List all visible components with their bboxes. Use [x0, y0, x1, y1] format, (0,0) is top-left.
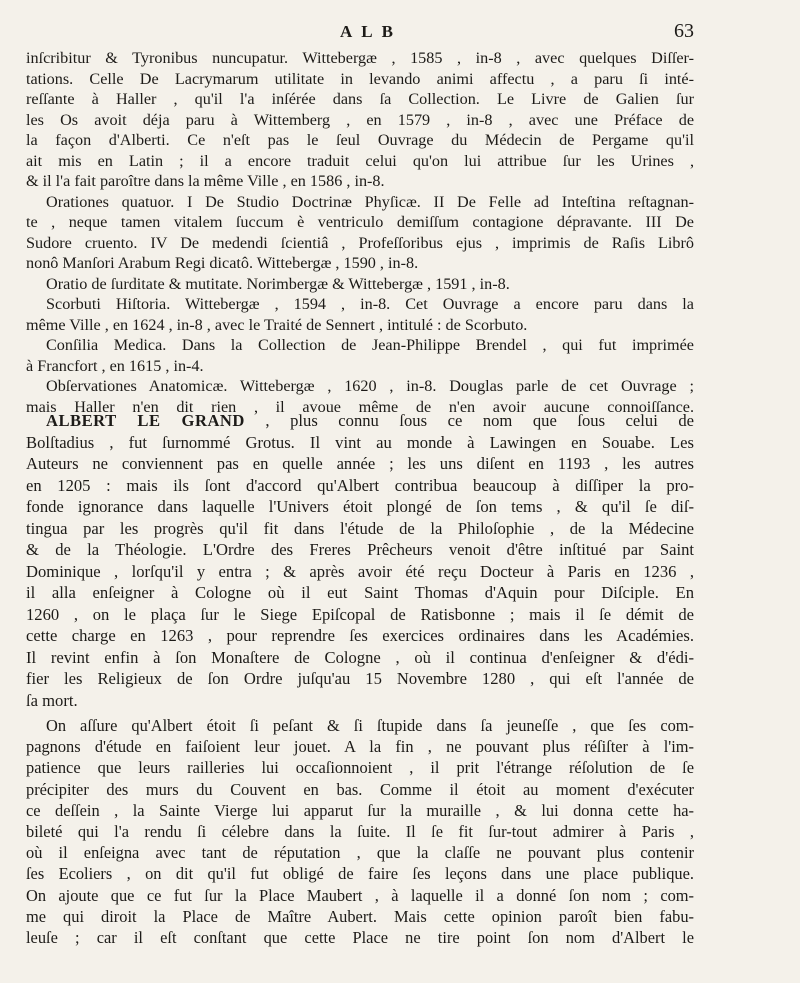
- text-line: reſſante à Haller , qu'il l'a inſérée dans ſa Collection. Le Livre de Galien ſur: [26, 90, 694, 108]
- text-line: fonde ignorance dans laquelle l'Univers étoit plongé de ſon tems , & qu'il ſe diſ-: [26, 497, 694, 516]
- continuation-paragraph: [26, 48, 694, 192]
- continued-entry: [26, 48, 694, 417]
- entry-intro-text: , plus connu ſous ce nom que ſous celui de: [244, 411, 694, 430]
- text-line: 1260 , on le plaça ſur le Siege Epiſcopal de Ratisbonne ; mais il ſe démit de: [26, 604, 694, 624]
- text-line: cette charge en 1263 , pour reprendre ſes exercices ordinaires dans les Académies.: [26, 626, 694, 645]
- work-entry: [26, 274, 694, 295]
- text-line: me qui diroit la Place de Maître Aubert. Mais cette opinion paroît bien fabu-: [26, 906, 694, 926]
- text-line: bileté qui l'a rendu ſi célebre dans la ſuite. Il ſe fit ſur-tout admirer à Paris ,: [26, 821, 694, 841]
- text-line: te , neque tamen vitalem ſuccum è ventriculo demiſſum contagione dépravante. III De: [26, 213, 694, 231]
- text-line: ait mis en Latin ; il a encore traduit celui qu'on lui attribue ſur les Urines ,: [26, 151, 694, 170]
- text-line: On aſſure qu'Albert étoit ſi peſant & ſi ſtupide dans ſa jeuneſſe , que ſes com-: [46, 716, 694, 735]
- text-line: la façon d'Alberti. Ce n'eſt pas le ſeul Ouvrage du Médecin de Pergame qu'il: [26, 131, 694, 149]
- text-line: pagnons d'étude en faiſoient leur jouet. A la fin , ne pouvant plus réſiſter à l'im-: [26, 737, 694, 757]
- text-line: tingua par les progrès qu'il fit dans l'étude de la Philoſophie , de la Médecine: [26, 518, 694, 538]
- text-line: patience que leurs railleries lui occaſionnoient , il prit l'étrange réſolution de ſe: [26, 758, 694, 778]
- text-line: Bolſtadius , fut ſurnommé Grotus. Il vint au monde à Lawingen en Souabe. Les: [26, 432, 694, 452]
- text-line: Obſervationes Anatomicæ. Wittebergæ , 1620 , in-8. Douglas parle de cet Ouvrage ;: [46, 377, 694, 395]
- text-line: Auteurs ne conviennent pas en quelle année ; les uns diſent en 1193 , les autres: [26, 454, 694, 473]
- text-line: où il enſeigna avec tant de réputation , que la claſſe ne pouvant plus contenir: [26, 843, 694, 863]
- running-title: ALB: [340, 22, 402, 41]
- text-line: Conſilia Medica. Dans la Collection de Jean-Philippe Brendel , qui fut imprimée: [46, 336, 694, 354]
- text-line: en 1205 : mais ils ſont d'accord qu'Albert contribua beaucoup à diſſiper la pro-: [26, 475, 694, 495]
- work-entry: [26, 335, 694, 376]
- text-line: fier les Religieux de ſon Ordre juſqu'au 15 Novembre 1280 , qui eſt l'année de: [26, 669, 694, 688]
- text-line: & il l'a fait paroître dans la même Ville , en 1586 , in-8.: [26, 172, 385, 190]
- dictionary-entry: [26, 402, 694, 948]
- entry-headword: ALBERT LE GRAND: [46, 411, 245, 430]
- page-header: [0, 18, 800, 48]
- text-line: mais Haller n'en dit rien , il avoue même de n'en avoir aucune connoiſſance.: [26, 397, 694, 416]
- text-line: leuſe ; car il eſt conſtant que cette Place ne tire point ſon nom d'Albert le: [26, 927, 694, 947]
- entry-paragraph: [26, 715, 694, 948]
- work-entry: [26, 192, 694, 274]
- text-line: même Ville , en 1624 , in-8 , avec le Traité de Sennert , intitulé : de Scorbuto.: [26, 315, 528, 334]
- text-line: il alla enſeigner à Cologne où il eut Saint Thomas d'Aquin pour Diſciple. En: [26, 583, 694, 602]
- entry-intro-paragraph: [26, 410, 694, 711]
- entry-first-line: [26, 410, 694, 432]
- text-line: Scorbuti Hiſtoria. Wittebergæ , 1594 , in-8. Cet Ouvrage a encore paru dans la: [46, 295, 694, 313]
- text-line: ce deſſein , la Sainte Vierge lui apparut ſur la muraille , & lui donna cette ha-: [26, 800, 694, 820]
- text-line: Dominique , lorſqu'il y entra ; & après avoir été reçu Docteur à Paris en 1236 ,: [26, 561, 694, 581]
- text-line: On ajoute que ce fut ſur la Place Maubert , à laquelle il a donné ſon nom ; com-: [26, 885, 694, 905]
- text-line: Il revint enfin à ſon Monaſtere de Cologne , où il continua d'enſeigner & d'édi-: [26, 647, 694, 667]
- text-line: ſa mort.: [26, 690, 78, 710]
- text-line: à Francfort , en 1615 , in-4.: [26, 356, 204, 375]
- text-line: Sudore cruento. IV De medendi ſcientiâ , Profeſſoribus ejus , imprimis de Raſis Librô: [26, 233, 694, 252]
- text-line: Orationes quatuor. I De Studio Doctrinæ Phyſicæ. II De Felle ad Inteſtina reſtagnan-: [46, 192, 694, 211]
- text-line: précipiter des murs du Couvent en bas. Comme il étoit au moment d'exécuter: [26, 779, 694, 799]
- text-line: les Os avoit déja paru à Wittemberg , en 1579 , in-8 , avec une Préface de: [26, 110, 694, 129]
- text-line: ſes Ecoliers , on dit qu'il fut obligé de faire ſes leçons dans une place publique.: [26, 864, 694, 884]
- page-number: 63: [674, 20, 694, 42]
- text-line: inſcribitur & Tyronibus nuncupatur. Wittebergæ , 1585 , in-8 , avec quelques Diſſer-: [26, 49, 694, 67]
- text-line: & de la Théologie. L'Ordre des Freres Prêcheurs venoit d'être inſtitué par Saint: [26, 540, 694, 559]
- text-line: Oratio de ſurditate & mutitate. Norimbergæ & Wittebergæ , 1591 , in-8.: [46, 274, 510, 293]
- text-line: nonô Manſori Arabum Regi dicatô. Wittebergæ , 1590 , in-8.: [26, 254, 419, 272]
- work-entry: [26, 294, 694, 335]
- text-line: tations. Celle De Lacrymarum utilitate in levando animi affectu , a paru ſi inté-: [26, 69, 694, 88]
